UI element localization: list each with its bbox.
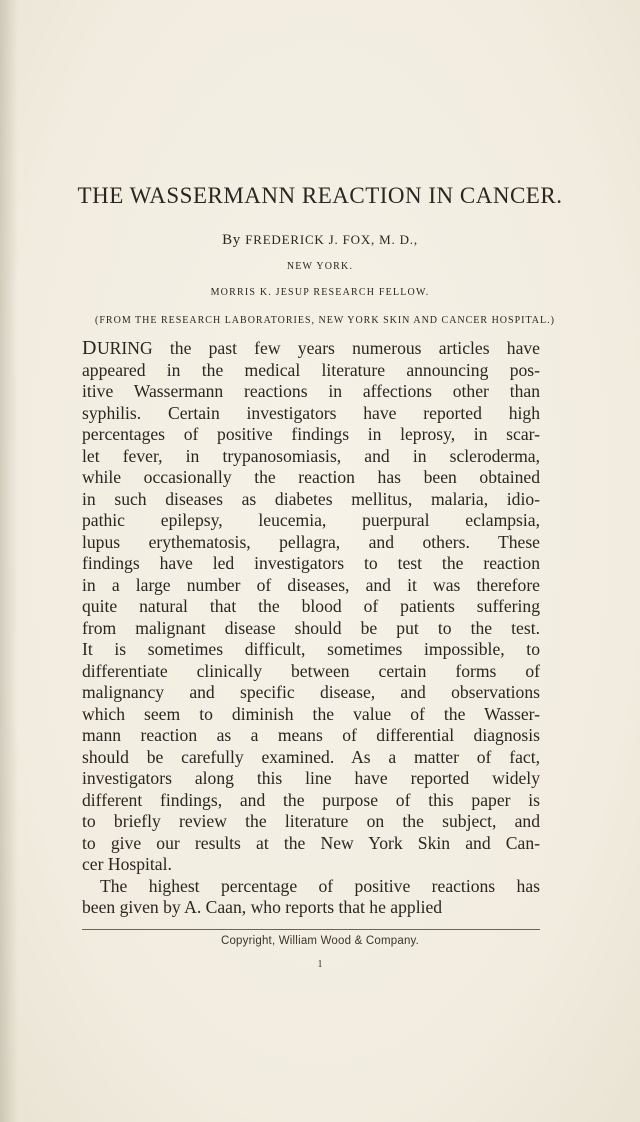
body-line-text: quite natural that the blood of patients suffering — [82, 596, 540, 616]
footnote-rule — [82, 929, 540, 930]
body-line — [82, 639, 540, 661]
author-name: FREDERICK J. FOX, M. D., — [245, 232, 418, 247]
body-line-text: been given by A. Caan, who reports that he applied — [82, 897, 443, 917]
body-line-text: The highest percentage of positive reactions has — [100, 875, 540, 896]
body-line — [82, 811, 540, 833]
article-title: THE WASSERMANN REACTION IN CANCER. — [77, 183, 563, 208]
byline — [0, 232, 640, 249]
body-line — [82, 510, 540, 532]
body-line — [82, 381, 540, 403]
body-line — [82, 596, 540, 618]
author-fellowship: MORRIS K. JESUP RESEARCH FELLOW. — [210, 287, 430, 298]
body-line — [82, 790, 540, 812]
body-line — [82, 618, 540, 640]
body-line-text: let fever, in trypanosomiasis, and in scleroderma, — [82, 445, 540, 466]
copyright-notice: Copyright, William Wood & Company. — [220, 935, 420, 947]
body-line — [82, 424, 540, 446]
body-line-text: in such diseases as diabetes mellitus, malaria, idio- — [82, 488, 540, 509]
page-edge-shadow — [0, 0, 18, 1122]
body-line-text: to briefly review the literature on the subject, and — [82, 811, 540, 831]
body-line-text: in a large number of diseases, and it was therefore — [82, 574, 540, 595]
body-line-text: which seem to diminish the value of the Wasser- — [82, 703, 540, 724]
body-line-text: pathic epilepsy, leucemia, puerpural eclampsia, — [82, 510, 540, 530]
body-line-text: investigators along this line have reported widely — [82, 768, 540, 788]
body-line — [82, 768, 540, 790]
body-line-text: to give our results at the New York Skin and Can- — [82, 832, 540, 853]
body-line — [82, 467, 540, 489]
body-line-text: malignancy and specific disease, and observations — [82, 682, 540, 702]
body-line — [82, 338, 540, 360]
body-line — [82, 403, 540, 425]
body-line — [82, 876, 540, 898]
body-line-text: cer Hospital. — [82, 854, 172, 874]
article-body — [82, 338, 540, 919]
body-line — [82, 897, 540, 919]
body-line — [82, 489, 540, 511]
body-line-text: appeared in the medical literature announcing pos- — [82, 359, 540, 380]
body-line — [82, 833, 540, 855]
body-line — [82, 575, 540, 597]
body-line-text: findings have led investigators to test the reaction — [82, 553, 540, 573]
body-line-text: different findings, and the purpose of this paper is — [82, 789, 540, 810]
body-line — [82, 682, 540, 704]
body-line — [82, 854, 540, 876]
author-location: NEW YORK. — [286, 261, 354, 272]
body-line-text: syphilis. Certain investigators have reported high — [82, 402, 540, 423]
body-line — [82, 661, 540, 683]
drop-cap: D — [82, 337, 97, 359]
body-line — [82, 553, 540, 575]
body-line-text: percentages of positive findings in leprosy, in scar- — [82, 424, 540, 444]
body-line-text: mann reaction as a means of differential diagnosis — [82, 725, 540, 745]
byline-by: By — [222, 232, 241, 248]
body-line-text: differentiate clinically between certain forms of — [82, 660, 540, 681]
body-line-text: It is sometimes difficult, sometimes impossible, to — [82, 639, 540, 659]
body-line-text: from malignant disease should be put to the test. — [82, 617, 540, 638]
page-number: 1 — [317, 959, 323, 970]
body-line-text: lupus erythematosis, pellagra, and others. These — [82, 531, 540, 552]
body-line — [82, 446, 540, 468]
body-line — [82, 360, 540, 382]
body-line — [82, 532, 540, 554]
body-line-text: while occasionally the reaction has been obtained — [82, 467, 540, 487]
body-line — [82, 747, 540, 769]
body-line-text: URING the past few years numerous articles have — [96, 338, 540, 358]
affiliation-note: (FROM THE RESEARCH LABORATORIES, NEW YORK SKIN AND CANCER HOSPITAL.) — [95, 315, 555, 326]
body-line-text: should be carefully examined. As a matter of fact, — [82, 746, 540, 767]
body-line — [82, 704, 540, 726]
body-line-text: itive Wassermann reactions in affections other than — [82, 381, 540, 401]
body-line — [82, 725, 540, 747]
